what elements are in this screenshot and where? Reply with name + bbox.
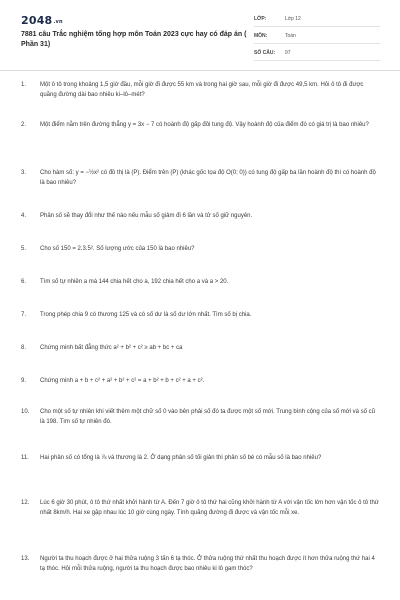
question-text: Cho số 150 = 2.3.5². Số lượng ước của 150 là bao nhiêu?	[40, 246, 195, 252]
question-number: 1.	[21, 82, 27, 88]
question-number: 3.	[21, 170, 27, 176]
info-row-grade	[254, 12, 380, 27]
question-number: 13.	[21, 556, 30, 562]
question-text: Chứng minh a + b + c² + a² + b² + c² = a + b² + b + c² + a + c².	[40, 378, 205, 384]
subject-label: MÔN:	[254, 33, 268, 39]
question-text: Một điểm nằm trên đường thẳng y = 3x − 7 có hoành độ gấp đôi tung độ. Vậy hoành độ của điểm đó có giá trị là bao nhiêu?	[40, 122, 369, 128]
count-value: 97	[285, 50, 291, 56]
subject-value: Toán	[285, 33, 296, 39]
info-row-subject	[254, 29, 380, 44]
site-logo[interactable]	[21, 14, 63, 27]
question-number: 11.	[21, 455, 29, 461]
grade-label: LỚP:	[254, 16, 267, 22]
question-number: 5.	[21, 246, 27, 252]
question-text: Tìm số tự nhiên a mà 144 chia hết cho a, 192 chia hết cho a và a > 20.	[40, 279, 229, 285]
question-text: Lúc 6 giờ 30 phút, ô tô thứ nhất khởi hành từ A. Đến 7 giờ ô tô thứ hai cũng khởi hành từ A với vận tốc lớn hơn vận tốc ô tô thứ nhất 8km/h. Hai xe gặp nhau lúc 10 giờ cùng ngày. Tính quãng đường đi được và vận tốc mỗi xe.	[40, 500, 379, 516]
grade-value: Lớp 12	[285, 16, 301, 22]
question-number: 7.	[21, 312, 27, 318]
question-text: Phân số sẽ thay đổi như thế nào nếu mẫu số giảm đi 6 lần và tử số giữ nguyên.	[40, 213, 253, 219]
info-panel	[254, 12, 380, 63]
question-text: Một ô tô trong khoảng 1,5 giờ đầu, mỗi giờ đi được 55 km và trong hai giờ sau, mỗi giờ đi được 49,5 km. Hỏi ô tô đi được quãng đường dài bao nhiêu ki–lô–mét?	[40, 82, 364, 98]
header-divider	[0, 70, 400, 71]
count-label: SỐ CÂU:	[254, 50, 276, 56]
info-row-count	[254, 46, 380, 61]
question-number: 12.	[21, 500, 30, 506]
question-number: 6.	[21, 279, 27, 285]
question-text: Người ta thu hoạch được ở hai thửa ruộng 3 tấn 6 tạ thóc. Ở thửa ruộng thứ nhất thu hoạch được ít hơn thửa ruộng thứ hai 4 tạ thóc. Hỏi mỗi thửa ruộng, người ta thu hoạch được bao nhiêu ki lô gam thóc?	[40, 556, 375, 572]
question-number: 9.	[21, 378, 27, 384]
logo-suffix: .vn	[53, 19, 63, 25]
question-number: 4.	[21, 213, 27, 219]
question-text: Cho hàm số: y = −½x² có đồ thị là (P). Điểm trên (P) (khác gốc tọa độ O(0; 0)) có tung độ gấp ba lần hoành độ thì có hoành độ là bao nhiêu?	[40, 170, 376, 186]
question-text: Cho một số tự nhiên khi viết thêm một chữ số 0 vào bên phải số đó ta được một số mới. Trung bình cộng của số mới và số cũ là 198. Tìm số tự nhiên đó.	[40, 409, 376, 425]
question-number: 10.	[21, 409, 30, 415]
document-title: 7881 câu Trắc nghiệm tổng hợp môn Toán 2023 cực hay có đáp án ( Phần 31)	[21, 31, 247, 48]
question-number: 8.	[21, 345, 27, 351]
question-number: 2.	[21, 122, 27, 128]
question-text: Hai phân số có tổng là ⅞ và thương là 2. Ở dạng phân số tối giản thì phân số bé có mẫu số là bao nhiêu?	[40, 455, 322, 461]
question-text: Chứng minh bất đẳng thức a² + b² + c² ≥ ab + bc + ca	[40, 345, 183, 351]
page-header	[0, 0, 400, 66]
question-text: Trong phép chia 9 có thương 125 và có số dư là số dư lớn nhất. Tìm số bị chia.	[40, 312, 252, 318]
logo-text: 2048	[21, 14, 53, 27]
